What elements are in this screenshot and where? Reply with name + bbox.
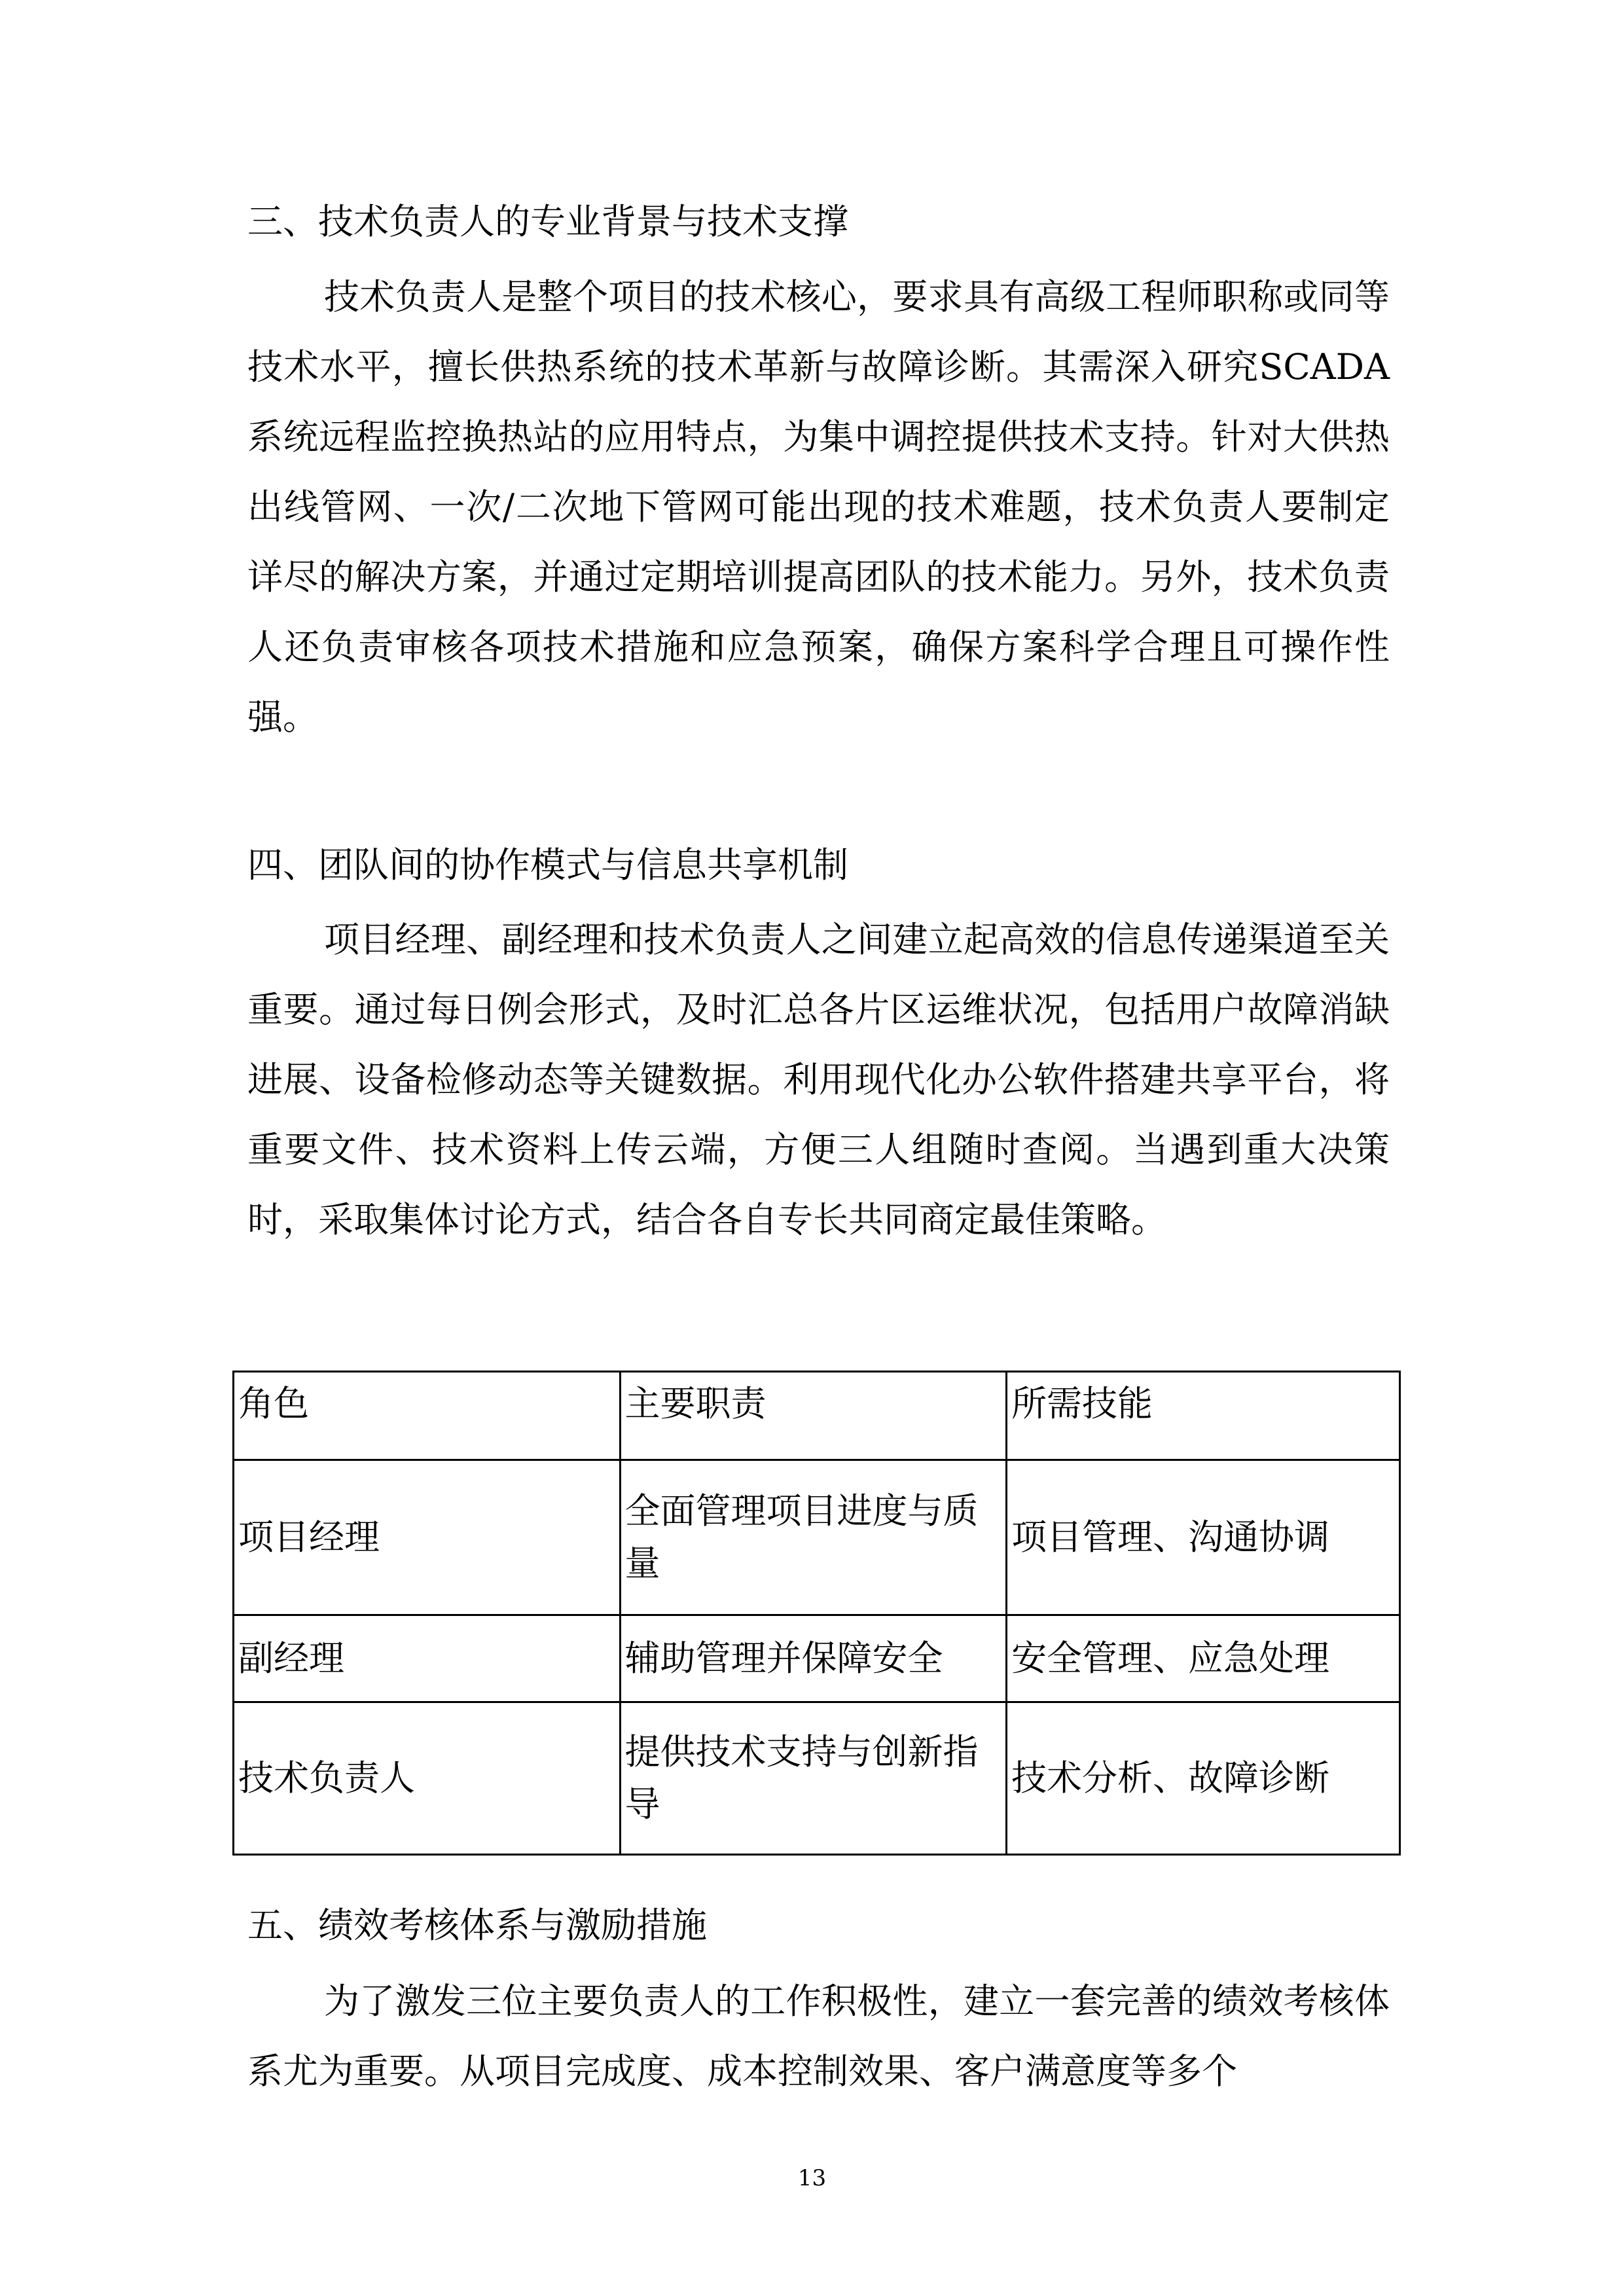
section-4-heading: 四、团队间的协作模式与信息共享机制 — [247, 844, 848, 886]
table-cell-skills: 技术分析、故障诊断 — [1007, 1702, 1400, 1855]
section-5-paragraph: 为了激发三位主要负责人的工作积极性，建立一套完善的绩效考核体系尤为重要。从项目完成度、成本控制效果、客户满意度等多个 — [247, 1981, 1390, 2092]
section-4-paragraph: 项目经理、副经理和技术负责人之间建立起高效的信息传递渠道至关重要。通过每日例会形式，及时汇总各片区运维状况，包括用户故障消缺进展、设备检修动态等关键数据。利用现代化办公软件搭建共享平台，将重要文件、技术资料上传云端，方便三人组随时查阅。当遇到重大决策时，采取集体讨论方式，结合各自专长共同商定最佳策略。 — [247, 919, 1390, 1240]
table-header-cell: 主要职责 — [620, 1372, 1007, 1460]
section-5-heading: 五、绩效考核体系与激励措施 — [247, 1905, 707, 1946]
table-cell-role: 项目经理 — [234, 1460, 621, 1615]
table-row — [234, 1460, 1400, 1615]
table-header-cell: 所需技能 — [1007, 1372, 1400, 1460]
table-cell-role: 技术负责人 — [234, 1702, 621, 1855]
page-number: 13 — [797, 2165, 827, 2191]
table-cell-skills: 项目管理、沟通协调 — [1007, 1460, 1400, 1615]
table-header-cell: 角色 — [234, 1372, 621, 1460]
table-cell-role: 副经理 — [234, 1615, 621, 1702]
table-row — [234, 1702, 1400, 1855]
table-header-row — [234, 1372, 1400, 1460]
section-3-paragraph: 技术负责人是整个项目的技术核心，要求具有高级工程师职称或同等技术水平，擅长供热系统的技术革新与故障诊断。其需深入研究SCADA系统远程监控换热站的应用特点，为集中调控提供技术支持。针对大供热出线管网、一次/二次地下管网可能出现的技术难题，技术负责人要制定详尽的解决方案，并通过定期培训提高团队的技术能力。另外，技术负责人还负责审核各项技术措施和应急预案，确保方案科学合理且可操作性强。 — [247, 276, 1390, 738]
roles-table — [232, 1371, 1401, 1856]
table-cell-duty: 辅助管理并保障安全 — [620, 1615, 1007, 1702]
table-cell-duty: 提供技术支持与创新指导 — [620, 1702, 1007, 1855]
table-cell-skills: 安全管理、应急处理 — [1007, 1615, 1400, 1702]
table-row — [234, 1615, 1400, 1702]
section-3-heading: 三、技术负责人的专业背景与技术支撑 — [247, 201, 848, 242]
table-cell-duty: 全面管理项目进度与质量 — [620, 1460, 1007, 1615]
